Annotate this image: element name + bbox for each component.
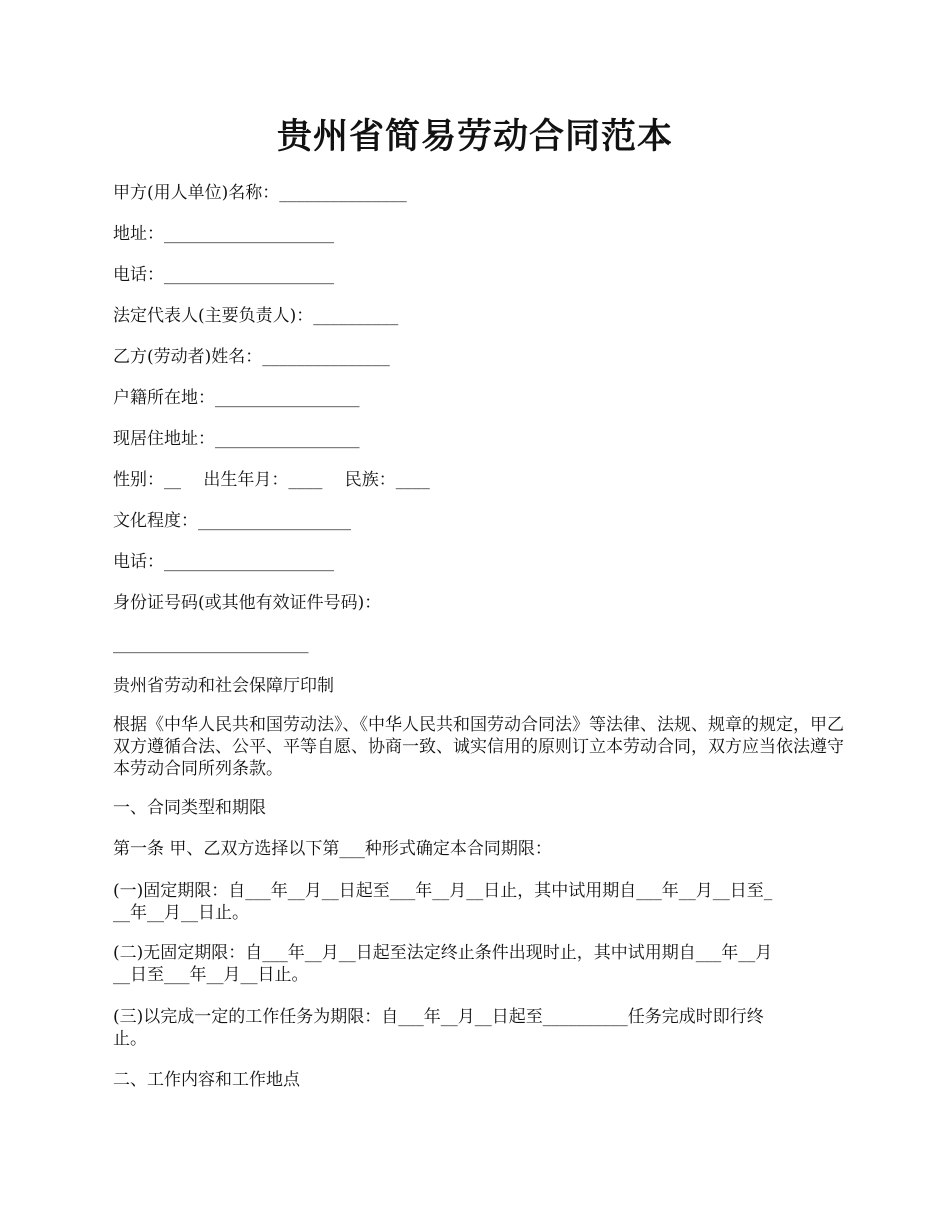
section-heading-work-content: 二、工作内容和工作地点 (113, 1070, 300, 1090)
option-fixed-term-line1: (一)固定期限：自___年__月__日起至___年__月__日止，其中试用期自___年__月__日至_ (113, 881, 773, 901)
field-id-number-label: 身份证号码(或其他有效证件号码)： (113, 593, 382, 613)
field-legal-representative: 法定代表人(主要负责人)：__________ (113, 306, 399, 326)
field-employer-phone: 电话：____________________ (113, 265, 334, 285)
field-household-registration: 户籍所在地：_________________ (113, 388, 360, 408)
option-task-term-line1: (三)以完成一定的工作任务为期限：自___年__月__日起至__________任务完成时即行终 (113, 1007, 764, 1027)
field-id-number-blank: _______________________ (113, 634, 309, 654)
field-current-address: 现居住地址：_________________ (113, 429, 360, 449)
field-employee-name: 乙方(劳动者)姓名：_______________ (113, 347, 390, 367)
document-title: 贵州省简易劳动合同范本 (276, 116, 673, 157)
option-task-term-line2: 止。 (113, 1029, 147, 1049)
field-employer-name: 甲方(用人单位)名称：_______________ (113, 183, 407, 203)
section-heading-contract-type: 一、合同类型和期限 (113, 798, 266, 818)
preamble-paragraph: 根据《中华人民共和国劳动法》、《中华人民共和国劳动合同法》等法律、法规、规章的规定，甲乙双方遵循合法、公平、平等自愿、协商一致、诚实信用的原则订立本劳动合同，双方应当依法遵守本劳动合同所列条款。 (113, 715, 844, 779)
option-open-term-line1: (二)无固定期限：自___年__月__日起至法定终止条件出现时止，其中试用期自___年__月 (113, 943, 773, 963)
field-gender-birth-ethnicity: 性别：__ 出生年月：____ 民族：____ (113, 470, 430, 490)
field-employee-phone: 电话：____________________ (113, 552, 334, 572)
article-1: 第一条 甲、乙双方选择以下第___种形式确定本合同期限： (113, 839, 552, 859)
field-education: 文化程度：__________________ (113, 511, 351, 531)
option-fixed-term-line2: __年__月__日止。 (113, 903, 249, 923)
issuer-line: 贵州省劳动和社会保障厅印制 (113, 676, 334, 696)
field-employer-address: 地址：____________________ (113, 224, 334, 244)
option-open-term-line2: __日至___年__月__日止。 (113, 965, 309, 985)
